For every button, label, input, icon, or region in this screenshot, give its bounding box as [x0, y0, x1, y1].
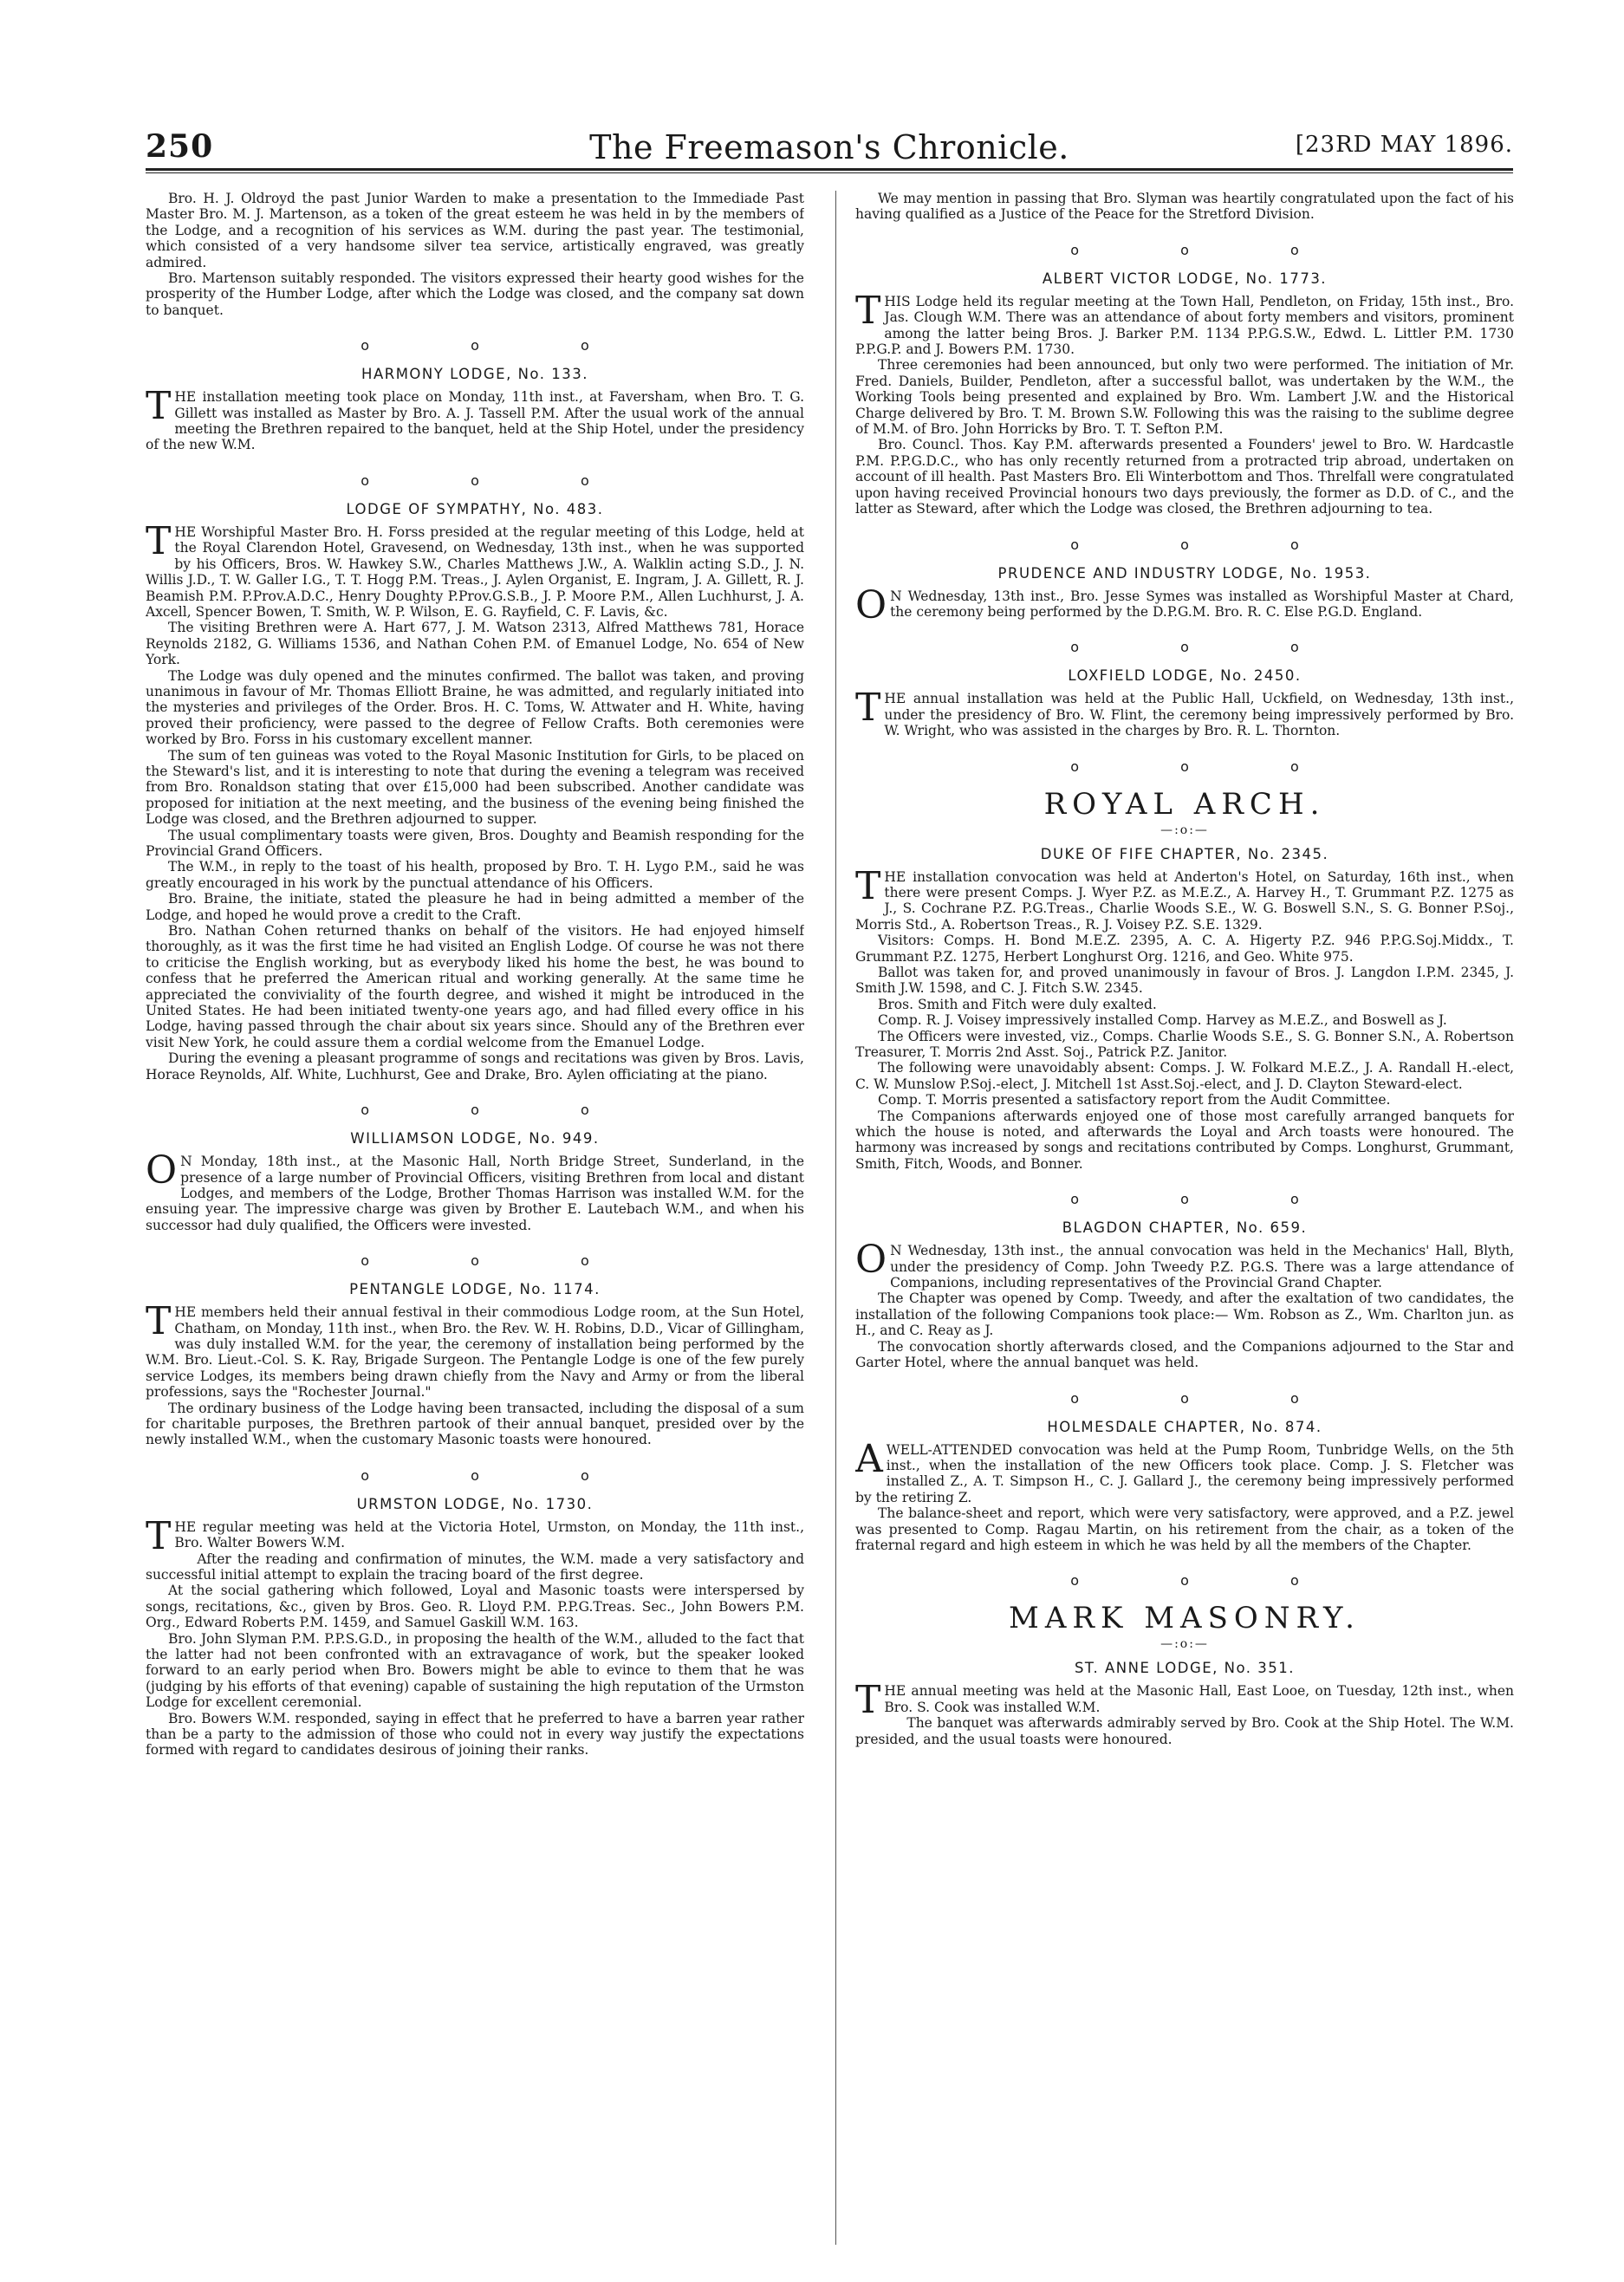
albert-victor-lodge-article — [855, 270, 1514, 517]
left-column — [146, 191, 804, 2253]
page-number: 250 — [146, 128, 214, 165]
paragraph: THE members held their annual festival in their commodious Lodge room, at the Sun Hotel, Chatham, on Monday, 11th inst., when Bro. the Rev. W. H. Robins, D.D., Vicar of Gillingham, was duly installed W.M. for the year, the ceremony of installation being performed by the W.M. Bro. Lieut.-Col. S. K. Ray, Brigade Surgeon. The Pentangle Lodge is one of the few purely service Lodges, its members being drawn chiefly from the Navy and Army or from the liberal professions, says the "Rochester Journal." — [146, 1299, 804, 1401]
paragraph: Three ceremonies had been announced, but only two were performed. The initiation of Mr. Fred. Daniels, Builder, Pendleton, after a successful ballot, was undertaken by the W.M., the Working Tools being presented and explained by Bro. Wm. Lambert J.W. and the Historical Charge delivered by Bro. T. M. Brown S.W. Following this was the raising to the sublime degree of M.M. of Bro. John Horricks by Bro. T. T. Sefton P.M. — [855, 357, 1514, 438]
paragraph: The ordinary business of the Lodge having been transacted, including the disposal of a sum for charitable purposes, the Brethren partook of their annual banquet, presided over by the newly installed W.M., when the customary Masonic toasts were honoured. — [146, 1400, 804, 1448]
duke-of-fife-chapter-article — [855, 846, 1514, 1173]
blagdon-chapter-article — [855, 1219, 1514, 1370]
paragraph: THE annual installation was held at the Public Hall, Uckfield, on Wednesday, 13th inst., under the presidency of Bro. W. Flint, the ceremony being impressively performed by Bro. W. Wright, who was assisted in the charges by Bro. R. L. Thornton. — [855, 686, 1514, 739]
paragraph: The balance-sheet and report, which were very satisfactory, were approved, and a P.Z. jewel was presented to Comp. Ragau Martin, on his retirement from the chair, as a token of the fraternal regard and high esteem in which he was held by all the members of the Chapter. — [855, 1505, 1514, 1553]
drop-cap: T — [855, 288, 881, 333]
paragraph: O N Wednesday, 13th inst., the annual convocation was held in the Mechanics' Hall, Blyth, under the presidency of Comp. John Tweedy P.Z. P.G.S. There was a large attendance of Companions, including representatives of the Provincial Grand Chapter. — [855, 1238, 1514, 1291]
section-ornament: o o o — [361, 471, 638, 489]
section-ornament: o o o — [361, 1252, 638, 1270]
header-rule-thin — [146, 172, 1513, 173]
column-divider — [835, 191, 836, 2245]
royal-arch-section-title: ROYAL ARCH. — [1043, 786, 1326, 822]
article-heading: WILLIAMSON LODGE, No. 949. — [350, 1130, 600, 1148]
header-rule — [146, 168, 1513, 171]
drop-cap: T — [146, 384, 172, 429]
paragraph: Ballot was taken for, and proved unanimously in favour of Bros. J. Langdon I.P.M. 2345, J. Smith J.W. 1598, and C. J. Fitch S.W. 2345. — [855, 964, 1514, 997]
paragraph: After the reading and confirmation of minutes, the W.M. made a very satisfactory and successful initial attempt to explain the tracing board of the first degree. — [146, 1551, 804, 1583]
article-heading: PRUDENCE AND INDUSTRY LODGE, No. 1953. — [997, 564, 1372, 582]
paragraph: THE annual meeting was held at the Masonic Hall, East Looe, on Tuesday, 12th inst., when Bro. S. Cook was installed W.M. — [855, 1678, 1514, 1723]
slyman-note — [855, 191, 1514, 223]
paragraph: The convocation shortly afterwards closed, and the Companions adjourned to the Star and Garter Hotel, where the annual banquet was held. — [855, 1338, 1514, 1371]
section-ornament: o o o — [1070, 536, 1348, 553]
paragraph: Bro. Martenson suitably responded. The visitors expressed their hearty good wishes for the prosperity of the Humber Lodge, after which the Lodge was closed, and the company sat down to banquet. — [146, 270, 804, 318]
sympathy-lodge-article — [146, 501, 804, 1082]
drop-cap: T — [146, 1513, 172, 1558]
article-heading: LOXFIELD LODGE, No. 2450. — [1068, 667, 1302, 685]
section-ornament: o o o — [1070, 1389, 1348, 1407]
paragraph: The Lodge was duly opened and the minutes confirmed. The ballot was taken, and proving unanimous in favour of Mr. Thomas Elliott Braine, he was admitted, and regularly initiated into the mysteries and privileges of the Order. Bros. H. C. Toms, W. Attwater and H. White, having proved their proficiency, were passed to the degree of Fellow Crafts. Both ceremonies were worked by Bro. Forss in his customary excellent manner. — [146, 667, 804, 748]
paragraph: Bro. Bowers W.M. responded, saying in effect that he preferred to have a barren year rather than be a party to the admission of those who could not in every way justify the expectations formed with regard to candidates desirous of joining their ranks. — [146, 1710, 804, 1759]
loxfield-lodge-article — [855, 667, 1514, 738]
paragraph: The sum of ten guineas was voted to the Royal Masonic Institution for Girls, to be placed on the Steward's list, and it is interesting to note that during the evening a telegram was received from Bro. Ronaldson stating that over £15,000 had been subscribed. Another candidate was proposed for initiation at the next meeting, and the business of the evening being finished the Lodge was closed, and the Brethren adjourned to supper. — [146, 747, 804, 828]
article-heading: HOLMESDALE CHAPTER, No. 874. — [1047, 1418, 1322, 1435]
paragraph: THE regular meeting was held at the Victoria Hotel, Urmston, on Monday, the 11th inst., Bro. Walter Bowers W.M. — [146, 1513, 804, 1558]
paragraph: Bro. Councl. Thos. Kay P.M. afterwards presented a Founders' jewel to Bro. W. Hardcastle P.M. P.P.G.D.C., who has only recently returned from a protracted trip abroad, undertaken on account of ill health. Past Masters Bro. Eli Winterbottom and Thos. Threlfall were congratulated upon having received Provincial honours two days previously, the former as D.D. of C., and the latter as Steward, after which the Lodge was closed, the Brethren adjourning to tea. — [855, 437, 1514, 517]
paragraph: The visiting Brethren were A. Hart 677, J. M. Watson 2313, Alfred Matthews 781, Horace Reynolds 2182, G. Williams 1536, and Nathan Cohen P.M. of Emanuel Lodge, No. 654 of New York. — [146, 620, 804, 668]
paragraph: The Companions afterwards enjoyed one of those most carefully arranged banquets for which the house is noted, and afterwards the Loyal and Arch toasts were honoured. The harmony was increased by songs and recitations contributed by Comps. Longhurst, Grummant, Smith, Fitch, Woods, and Bonner. — [855, 1108, 1514, 1172]
paragraph: THIS Lodge held its regular meeting at the Town Hall, Pendleton, on Friday, 15th inst., Bro. Jas. Clough W.M. There was an attendance of about forty members and visitors, prominent among the latter being Bros. J. Barker P.M. 1134 P.P.G.S.W., Edwd. L. Littler P.M. 1730 P.P.G.P. and J. Bowers P.M. 1730. — [855, 288, 1514, 358]
article-heading: HARMONY LODGE, No. 133. — [361, 366, 588, 383]
section-ornament: o o o — [1070, 1572, 1348, 1590]
st-anne-lodge-article — [855, 1660, 1514, 1747]
williamson-lodge-article — [146, 1130, 804, 1233]
paragraph: Bro. Braine, the initiate, stated the pleasure he had in being admitted a member of the Lodge, and hoped he would prove a credit to the Craft. — [146, 891, 804, 923]
paragraph: The usual complimentary toasts were given, Bros. Doughty and Beamish responding for the Provincial Grand Officers. — [146, 827, 804, 859]
drop-cap: O — [855, 1238, 887, 1283]
prudence-industry-lodge-article — [855, 564, 1514, 627]
right-column — [855, 191, 1514, 2253]
paragraph: THE installation meeting took place on Monday, 11th inst., at Faversham, when Bro. T. G. Gillett was installed as Master by Bro. A. J. Tassell P.M. After the usual work of the annual meeting the Brethren repaired to the banquet, held at the Ship Hotel, under the presidency of the new W.M. — [146, 384, 804, 453]
paragraph: Bro. Nathan Cohen returned thanks on behalf of the visitors. He had enjoyed himself thoroughly, as it was the first time he had visited an English Lodge. Of course he was not there to criticise the English working, but as everybody liked his home the best, he was bound to confess that he preferred the American ritual and working generally. At the same time he appreciated the conviviality of the fourth degree, and wished it might be introduced in the United States. He had been initiated twenty-one years ago, and had filled every office in his Lodge, having passed through the chair about six years since. Should any of the Brethren ever visit New York, he could assure them a cordial welcome from the Emanuel Lodge. — [146, 923, 804, 1050]
paragraph: During the evening a pleasant programme of songs and recitations was given by Bros. Lavis, Horace Reynolds, Alf. White, Luchhurst, Gee and Drake, Bro. Aylen officiating at the piano. — [146, 1050, 804, 1082]
drop-cap: T — [855, 863, 881, 908]
drop-cap: T — [146, 518, 172, 563]
drop-cap: T — [146, 1299, 172, 1344]
drop-cap: O — [146, 1148, 178, 1193]
article-heading: ALBERT VICTOR LODGE, No. 1773. — [1042, 270, 1328, 287]
section-ornament: o o o — [361, 1102, 638, 1119]
section-separator: —:o:— — [1160, 1637, 1209, 1652]
holmesdale-chapter-article — [855, 1419, 1514, 1554]
issue-date: [23RD MAY 1896. — [1295, 132, 1513, 158]
drop-cap: A — [855, 1436, 883, 1481]
paragraph: At the social gathering which followed, Loyal and Masonic toasts were interspersed by songs, recitations, &c., given by Bros. Geo. R. Lloyd P.M. P.P.G.Treas. Sec., John Bowers P.M. Org., Edward Roberts P.M. 1459, and Samuel Gaskill W.M. 163. — [146, 1583, 804, 1631]
urmston-lodge-article — [146, 1496, 804, 1759]
masthead-title: The Freemason's Chronicle. — [589, 128, 1069, 166]
paragraph: O N Wednesday, 13th inst., Bro. Jesse Symes was installed as Worshipful Master at Chard, the ceremony being performed by the D.P.G.M. Bro. R. C. Else P.G.D. England. — [855, 582, 1514, 627]
section-ornament: o o o — [361, 337, 638, 354]
section-ornament: o o o — [1070, 241, 1348, 258]
section-ornament: o o o — [1070, 757, 1348, 775]
article-heading: PENTANGLE LODGE, No. 1174. — [349, 1281, 601, 1298]
article-heading: BLAGDON CHAPTER, No. 659. — [1062, 1219, 1308, 1237]
paragraph: The following were unavoidably absent: Comps. J. W. Folkard M.E.Z., J. A. Randall H.-elect, C. W. Munslow P.Soj.-elect, J. Mitchell 1st Asst.Soj.-elect, and J. D. Clayton Steward-elect. — [855, 1060, 1514, 1092]
paragraph: The Officers were invested, viz., Comps. Charlie Woods S.E., S. G. Bonner S.N., A. Robertson Treasurer, T. Morris 2nd Asst. Soj., Patrick P.Z. Janitor. — [855, 1028, 1514, 1060]
article-heading: DUKE OF FIFE CHAPTER, No. 2345. — [1040, 845, 1329, 862]
paragraph: We may mention in passing that Bro. Slyman was heartily congratulated upon the fact of his having qualified as a Justice of the Peace for the Stretford Division. — [855, 191, 1514, 223]
paragraph: Comp. T. Morris presented a satisfactory report from the Audit Committee. — [878, 1092, 1391, 1108]
pentangle-lodge-article — [146, 1281, 804, 1448]
paragraph: THE Worshipful Master Bro. H. Forss presided at the regular meeting of this Lodge, held at the Royal Clarendon Hotel, Gravesend, on Wednesday, 13th inst., when he was supported by his Officers, Bros. W. Hawkey S.W., Charles Matthews J.W., A. Walklin acting S.D., J. N. Willis J.D., T. W. Galler I.G., T. T. Hogg P.M. Treas., J. Aylen Organist, E. Ingram, J. A. Gillett, R. J. Beamish P.M. P.Prov.A.D.C., Henry Doughty P.Prov.G.S.B., J. P. Moore P.M., Allen Luchhurst, J. A. Axcell, Spencer Bowen, T. Smith, W. P. Wilson, E. G. Rayfield, C. F. Lavis, &c. — [146, 518, 804, 620]
paragraph: The W.M., in reply to the toast of his health, proposed by Bro. T. H. Lygo P.M., said he was greatly encouraged in his work by the punctual attendance of his Officers. — [146, 859, 804, 891]
drop-cap: T — [855, 1678, 881, 1723]
paragraph: Comp. R. J. Voisey impressively installed Comp. Harvey as M.E.Z., and Boswell as J. — [878, 1012, 1447, 1029]
mark-masonry-section-title: MARK MASONRY. — [1009, 1601, 1361, 1636]
section-separator: —:o:— — [1160, 822, 1209, 837]
drop-cap: T — [855, 686, 881, 731]
paragraph: The Chapter was opened by Comp. Tweedy, and after the exaltation of two candidates, the installation of the following Companions took place:— Wm. Robson as Z., Wm. Charlton jun. as H., and C. Reay as J. — [855, 1291, 1514, 1339]
section-ornament: o o o — [361, 1466, 638, 1484]
paragraph: O N Monday, 18th inst., at the Masonic Hall, North Bridge Street, Sunderland, in the presence of a large number of Provincial Officers, visiting Brethren from local and distant Lodges, and members of the Lodge, Brother Thomas Harrison was installed W.M. for the ensuing year. The impressive charge was given by Brother E. Lautebach W.M., and when his successor had duly qualified, the Officers were invested. — [146, 1148, 804, 1233]
paragraph: A WELL-ATTENDED convocation was held at the Pump Room, Tunbridge Wells, on the 5th inst., when the installation of the new Officers took place. Comp. J. S. Fletcher was installed Z., A. T. Simpson H., C. J. Gallard J., the ceremony being impressively performed by the retiring Z. — [855, 1436, 1514, 1505]
paragraph: Bro. H. J. Oldroyd the past Junior Warden to make a presentation to the Immediade Past Master Bro. M. J. Martenson, as a token of the great esteem he was held in by the members of the Lodge, and a recognition of his services as W.M. during the past year. The testimonial, which consisted of a very handsome silver tea service, artistically engraved, was greatly admired. — [146, 191, 804, 270]
paragraph: The banquet was afterwards admirably served by Bro. Cook at the Ship Hotel. The W.M. presided, and the usual toasts were honoured. — [855, 1715, 1514, 1747]
section-ornament: o o o — [1070, 639, 1348, 656]
paragraph: THE installation convocation was held at Anderton's Hotel, on Saturday, 16th inst., when there were present Comps. J. Wyer P.Z. as M.E.Z., A. Harvey H., T. Grummant P.Z. 1275 as J., S. Cochrane P.Z. P.G.Treas., Charlie Woods S.E., W. G. Boswell S.N., S. G. Bonner P.Soj., Morris Std., A. Robertson Treas., R. J. Voisey P.Z. S.E. 1329. — [855, 863, 1514, 933]
section-ornament: o o o — [1070, 1191, 1348, 1208]
article-heading: URMSTON LODGE, No. 1730. — [356, 1495, 594, 1512]
article-heading: ST. ANNE LODGE, No. 351. — [1074, 1660, 1296, 1677]
paragraph: Bros. Smith and Fitch were duly exalted. — [878, 996, 1157, 1012]
paragraph: Visitors: Comps. H. Bond M.E.Z. 2395, A. C. A. Higerty P.Z. 946 P.P.G.Soj.Middx., T. Grummant P.Z. 1275, Herbert Longhurst Org. 1216, and Geo. White 975. — [855, 933, 1514, 965]
paragraph: Bro. John Slyman P.M. P.P.S.G.D., in proposing the health of the W.M., alluded to the fact that the latter had not been confronted with an extravagance of work, but the speaker looked forward to an early period when Bro. Bowers might be able to evince to them that he was (judging by his efforts of that evening) capable of sustaining the high reputation of the Urmston Lodge for excellent ceremonial. — [146, 1630, 804, 1711]
harmony-lodge-article — [146, 366, 804, 453]
humber-lodge-article — [146, 191, 804, 318]
page-header — [146, 128, 1513, 165]
drop-cap: O — [855, 582, 887, 627]
article-heading: LODGE OF SYMPATHY, No. 483. — [346, 500, 604, 517]
